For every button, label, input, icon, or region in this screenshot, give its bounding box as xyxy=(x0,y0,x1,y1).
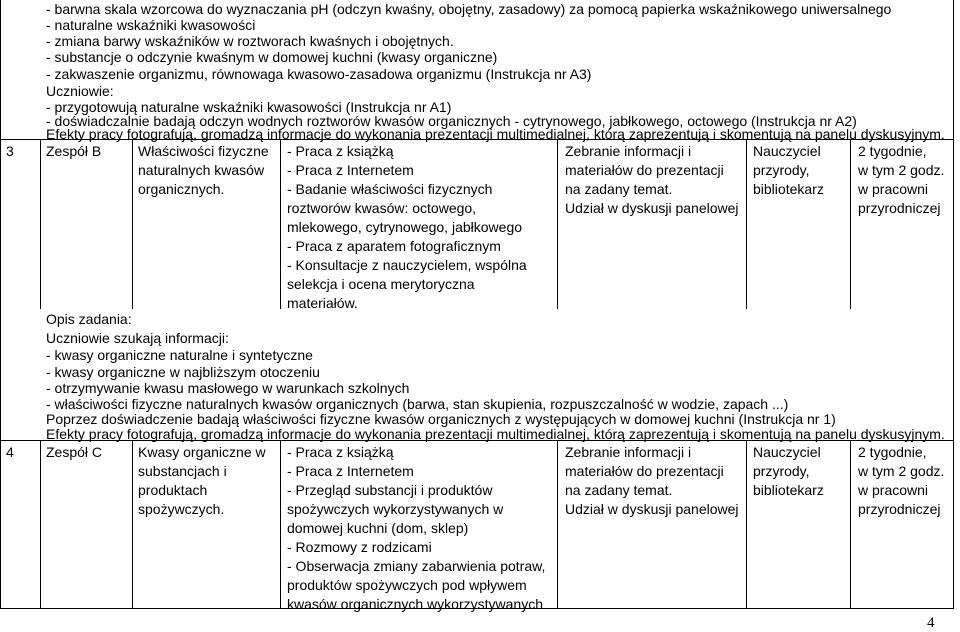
text-line: - właściwości fizyczne naturalnych kwasów organicznych (barwa, stan skupienia, rozpuszczalność w wodzie, zapach ...) xyxy=(46,396,789,412)
text-line: organicznych. xyxy=(138,181,225,197)
text-line: Uczniowie: xyxy=(46,83,114,99)
text-line: przyrody, xyxy=(753,463,810,479)
table-border-left xyxy=(0,0,1,608)
text-line: Właściwości fizyczne xyxy=(138,143,269,159)
text-line: Uczniowie szukają informacji: xyxy=(46,330,229,346)
col-line xyxy=(746,440,747,608)
text-line: mlekowego, cytrynowego, jabłkowego xyxy=(287,219,523,235)
text-line: - otrzymywanie kwasu masłowego w warunkach szkolnych xyxy=(46,380,410,396)
col-line xyxy=(132,139,133,309)
col-line xyxy=(850,139,851,309)
text-line: - barwna skala wzorcowa do wyznaczania pH (odczyn kwaśny, obojętny, zasadowy) za pomocą papierka wskaźnikowego uniwersalnego xyxy=(46,1,892,17)
text-line: - doświadczalnie badają odczyn wodnych roztworów kwasów organicznych - cytrynowego, jabłkowego, octowego (Instrukcja nr A2) xyxy=(46,113,857,129)
col-line xyxy=(557,440,558,608)
text-line: Efekty pracy fotografują, gromadzą informacje do wykonania prezentacji multimedialnej, którą zaprezentują i skomentują na panelu dyskusyjnym. xyxy=(46,126,945,142)
col-line xyxy=(557,139,558,309)
text-line: na zadany temat. xyxy=(565,181,673,197)
text-line: - Obserwacja zmiany zabarwienia potraw, xyxy=(287,558,546,574)
col-line xyxy=(280,139,281,309)
text-line: - Praca z Internetem xyxy=(287,463,414,479)
text-line: Poprzez doświadczenie badają właściwości fizyczne kwasów organicznych z występujących w domowej kuchni (Instrukcja nr 1) xyxy=(46,411,836,427)
text-line: - substancje o odczynie kwaśnym w domowej kuchni (kwasy organiczne) xyxy=(46,49,498,65)
text-line: produktach xyxy=(138,482,208,498)
text-line: kwasów organicznych wykorzystywanych xyxy=(287,596,543,612)
text-line: Udział w dyskusji panelowej xyxy=(565,200,739,216)
text-line: materiałów do prezentacji xyxy=(565,463,724,479)
text-line: - Praca z książką xyxy=(287,444,394,460)
row-number: 3 xyxy=(6,143,14,159)
text-line: - kwasy organiczne w najbliższym otoczeniu xyxy=(46,364,320,380)
task-title: Opis zadania: xyxy=(46,311,132,327)
text-line: - kwasy organiczne naturalne i syntetyczne xyxy=(46,347,313,363)
team-name: Zespół C xyxy=(46,444,103,460)
text-line: spożywczych wykorzystywanych w xyxy=(287,501,504,517)
text-line: 2 tygodnie, xyxy=(858,444,927,460)
text-line: bibliotekarz xyxy=(753,482,824,498)
text-line: - Konsultacje z nauczycielem, wspólna xyxy=(287,257,527,273)
text-line: - Praca z Internetem xyxy=(287,162,414,178)
col-line xyxy=(280,440,281,608)
text-line: Efekty pracy fotografują, gromadzą informacje do wykonania prezentacji multimedialnej, którą zaprezentują i skomentują na panelu dyskusyjnym. xyxy=(46,426,945,442)
text-line: przyrodniczej xyxy=(858,200,941,216)
text-line: naturalnych kwasów xyxy=(138,162,265,178)
text-line: - naturalne wskaźniki kwasowości xyxy=(46,17,256,33)
text-line: - Praca z aparatem fotograficznym xyxy=(287,238,501,254)
text-line: na zadany temat. xyxy=(565,482,673,498)
table-border-right xyxy=(953,0,954,608)
text-line: - Przegląd substancji i produktów xyxy=(287,482,493,498)
col-line xyxy=(132,440,133,608)
col-line xyxy=(40,139,41,309)
text-line: w tym 2 godz. xyxy=(858,463,945,479)
text-line: Nauczyciel xyxy=(753,444,821,460)
text-line: w pracowni xyxy=(858,181,929,197)
text-line: 2 tygodnie, xyxy=(858,143,927,159)
text-line: spożywczych. xyxy=(138,501,225,517)
text-line: domowej kuchni (dom, sklep) xyxy=(287,520,469,536)
text-line: Udział w dyskusji panelowej xyxy=(565,501,739,517)
text-line: bibliotekarz xyxy=(753,181,824,197)
text-line: roztworów kwasów: octowego, xyxy=(287,200,477,216)
text-line: - przygotowują naturalne wskaźniki kwasowości (Instrukcja nr A1) xyxy=(46,99,452,115)
text-line: w pracowni xyxy=(858,482,929,498)
text-line: - Badanie właściwości fizycznych xyxy=(287,181,493,197)
text-line: - zmiana barwy wskaźników w roztworach kwaśnych i obojętnych. xyxy=(46,33,454,49)
text-line: - Rozmowy z rodzicami xyxy=(287,539,432,555)
col-line xyxy=(850,440,851,608)
col-line xyxy=(746,139,747,309)
text-line: - Praca z książką xyxy=(287,143,394,159)
text-line: substancjach i xyxy=(138,463,227,479)
page-number: 4 xyxy=(927,615,935,631)
text-line: przyrodniczej xyxy=(858,501,941,517)
text-line: selekcja i ocena merytoryczna xyxy=(287,276,475,292)
text-line: Kwasy organiczne w xyxy=(138,444,266,460)
text-line: w tym 2 godz. xyxy=(858,162,945,178)
text-line: - zakwaszenie organizmu, równowaga kwasowo-zasadowa organizmu (Instrukcja nr A3) xyxy=(46,66,592,82)
col-line xyxy=(40,440,41,608)
text-line: produktów spożywczych pod wpływem xyxy=(287,577,527,593)
text-line: Nauczyciel xyxy=(753,143,821,159)
team-name: Zespół B xyxy=(46,143,102,159)
text-line: przyrody, xyxy=(753,162,810,178)
text-line: Zebranie informacji i xyxy=(565,143,692,159)
text-line: Zebranie informacji i xyxy=(565,444,692,460)
text-line: materiałów. xyxy=(287,295,358,311)
row-number: 4 xyxy=(6,444,14,460)
text-line: materiałów do prezentacji xyxy=(565,162,724,178)
